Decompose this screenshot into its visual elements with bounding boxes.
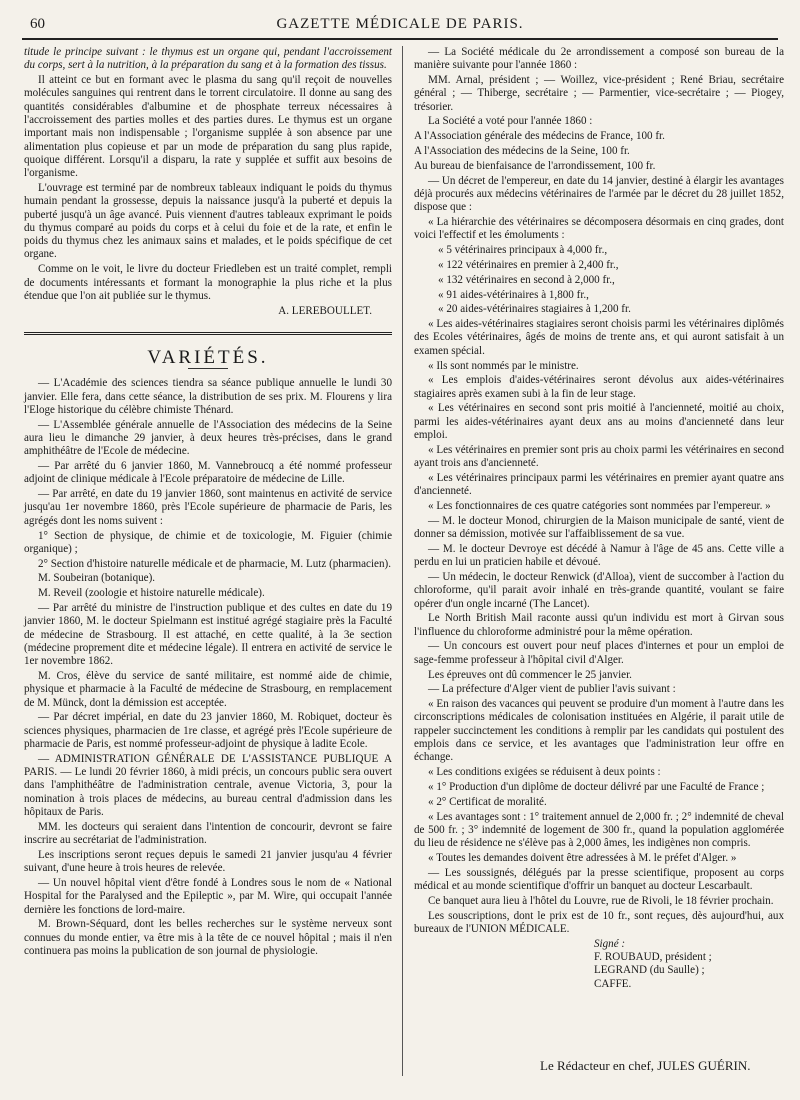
news-item: « En raison des vacances qui peuvent se produire d'un moment à l'autre dans les circonscriptions médicales de colonisation instituées en Algérie, il parait utile de rappeler succinctement les conditions à remplir par les candidats qui postulent des emplois dans ce service, et les avantages que l'administration leur offre en échange. xyxy=(414,698,784,764)
editor-footer: Le Rédacteur en chef, JULES GUÉRIN. xyxy=(540,1058,751,1073)
list-item: « 91 aides-vétérinaires à 1,800 fr., xyxy=(438,288,589,301)
news-item: La Société a voté pour l'année 1860 : xyxy=(428,115,593,128)
news-item: « La hiérarchie des vétérinaires se décomposera désormais en cinq grades, dont voici l'effectif et les émoluments : xyxy=(414,216,784,242)
journal-title: GAZETTE MÉDICALE DE PARIS. xyxy=(276,16,524,32)
paragraph: Il atteint ce but en formant avec le plasma du sang qu'il reçoit de nouvelles molécules sanguines qui rentrent dans le torrent circulatoire. Il donne au sang des quantités considérables d'albumine et de phosphate terreux nécessaires à l'accroissement des parties molles et des parties dures. Le thymus est un organe important mais non indispensable ; l'organisme supplée à son absence par une alimentation plus copieuse et par un mode de préparation du sang plus rapide, quoique différent. Lorsqu'il a disparu, la rate y supplée et suffit aux besoins de l'organisme. xyxy=(24,74,392,180)
signed-label: Signé : xyxy=(594,937,626,950)
news-item: M. Soubeiran (botanique). xyxy=(38,572,156,585)
news-item: — M. le docteur Monod, chirurgien de la Maison municipale de santé, vient de donner sa démission, motivée sur l'affaiblissement de sa vue. xyxy=(414,514,784,541)
paragraph: titude le principe suivant : le thymus est un organe qui, pendant l'accroissement du corps, sert à la nutrition, à la préparation du sang et à la formation des tissus. xyxy=(24,46,392,72)
news-item: Les épreuves ont dû commencer le 25 janvier. xyxy=(428,668,632,681)
news-item: — Un nouvel hôpital vient d'être fondé à Londres sous le nom de « National Hospital for the Paralysed and the Epileptic », par M. Wire, qui occupait l'année dernière les fonctions de lord-maire. xyxy=(24,876,392,916)
salary-list xyxy=(414,244,784,316)
list-item: « 20 aides-vétérinaires stagiaires à 1,200 fr. xyxy=(438,303,631,316)
news-item: Ce banquet aura lieu à l'hôtel du Louvre, rue de Rivoli, le 18 février prochain. xyxy=(428,894,774,907)
column-divider xyxy=(402,46,403,1076)
news-item: « Les fonctionnaires de ces quatre catégories sont nommées par l'empereur. » xyxy=(428,500,771,512)
news-item: M. Reveil (zoologie et histoire naturelle médicale). xyxy=(38,587,265,600)
signer: LEGRAND (du Saulle) ; xyxy=(594,964,705,977)
news-item: « Les aides-vétérinaires stagiaires seront choisis parmi les vétérinaires diplômés des Ecoles vétérinaires, âgés de moins de trente ans, et qui auront satisfait à un examen spécial. xyxy=(414,318,784,357)
news-item: « Toutes les demandes doivent être adressées à M. le préfet d'Alger. » xyxy=(428,851,737,864)
signer: CAFFE. xyxy=(594,977,632,990)
news-item: M. Cros, élève du service de santé militaire, est nommé aide de chimie, physique et pharmacie à la Faculté de médecine de Strasbourg, en remplacement de M. Münck, dont la démission est acceptée. xyxy=(24,669,392,709)
news-item: 2° Section d'histoire naturelle médicale et de pharmacie, M. Lutz (pharmacien). xyxy=(38,557,391,570)
news-item: — L'Académie des sciences tiendra sa séance publique annuelle le lundi 30 janvier. Elle fera, dans cette séance, la distribution de ses prix. M. Flourens y lira l'Eloge historique du célèbre chimiste Thénard. xyxy=(24,377,392,416)
news-item: — Par arrêté du ministre de l'instruction publique et des cultes en date du 19 janvier 1860, M. le docteur Spielmann est institué agrégé stagiaire près la Faculté de médecine de Strasbourg. Il est attaché, en cette qualité, à la 3e section (médecine proprement dite et médecine légale). Il entrera en activité de service le 1er novembre 1862. xyxy=(24,601,392,668)
news-item: — Un décret de l'empereur, en date du 14 janvier, destiné à élargir les avantages déjà procurés aux médecins vétérinaires de l'armée par le décret du 28 juillet 1852, dispose que : xyxy=(414,174,784,214)
list-item: « 122 vétérinaires en premier à 2,400 fr., xyxy=(438,258,619,271)
paragraph: Comme on le voit, le livre du docteur Friedleben est un traité complet, rempli de documents intéressants et formant la monographie la plus riche et la plus étendue que l'on ait publiée sur le thymus. xyxy=(24,263,392,302)
news-item: — Un médecin, le docteur Renwick (d'Alloa), vient de succomber à l'action du chloroforme, qu'il parait avoir inhalé en très-grande quantité, voulant se faire opérer d'un ongle incarné (The Lancet). xyxy=(414,570,784,610)
news-item: A l'Association des médecins de la Seine, 100 fr. xyxy=(414,145,630,158)
section-rule xyxy=(24,332,392,335)
news-item: « Les conditions exigées se réduisent à deux points : xyxy=(428,766,661,779)
news-item: « 1° Production d'un diplôme de docteur délivré par une Faculté de France ; xyxy=(428,780,765,793)
paragraph: L'ouvrage est terminé par de nombreux tableaux indiquant le poids du thymus humain pendant la grossesse, depuis la naissance jusqu'à la puberté et depuis la puberté jusqu'à un âge avancé. Puis viennent d'autres tableaux exprimant le poids du thymus comparé au poids du corps et à celui du foie et de la rate, et enfin le poids du thymus chez les animaux sains et malades, et le poids spécifique de cet organe. xyxy=(24,181,392,261)
news-item: « Ils sont nommés par le ministre. xyxy=(428,359,579,372)
news-item: — Un concours est ouvert pour neuf places d'internes et pour un emploi de sage-femme professeur à l'hôpital civil d'Alger. xyxy=(414,640,784,666)
news-item: Les inscriptions seront reçues depuis le samedi 21 janvier jusqu'au 4 février suivant, d'une heure à trois heures de relevée. xyxy=(24,848,392,875)
section-title: VARIÉTÉS. xyxy=(24,351,392,369)
news-item: Le North British Mail raconte aussi qu'un individu est mort à Girvan sous l'influence du chloroforme administré pour la même opération. xyxy=(414,612,784,638)
news-item: « 2° Certificat de moralité. xyxy=(428,795,547,808)
page-number: 60 xyxy=(30,16,45,32)
page-header xyxy=(22,12,778,40)
list-item: « 132 vétérinaires en second à 2,000 fr., xyxy=(438,273,615,286)
news-item: « Les vétérinaires principaux parmi les vétérinaires en premier ayant quatre ans d'ancienneté. xyxy=(414,471,784,498)
news-item: — L'Assemblée générale annuelle de l'Association des médecins de la Seine aura lieu le dimanche 29 janvier, à deux heures très-précises, dans le grand amphithéâtre de l'Ecole de médecine. xyxy=(24,418,392,458)
news-item: — La préfecture d'Alger vient de publier l'avis suivant : xyxy=(428,683,676,696)
news-item: — ADMINISTRATION GÉNÉRALE DE L'ASSISTANCE PUBLIQUE A PARIS. — Le lundi 20 février 1860, à midi précis, un concours public sera ouvert dans l'amphithéâtre de l'administration centrale, avenue Victoria, 3, pour la nomination à trois places de médecins, au bureau central d'admission dans les hôpitaux de Paris. xyxy=(24,752,392,818)
news-item: « Les avantages sont : 1° traitement annuel de 2,000 fr. ; 2° indemnité de cheval de 500 fr. ; 3° indemnité de logement de 300 fr., quand la population agglomérée du lieu de résidence ne s'élève pas à 2,000 âmes, les indigènes non compris. xyxy=(414,810,784,850)
news-item: A l'Association générale des médecins de France, 100 fr. xyxy=(414,130,665,143)
news-item: — La Société médicale du 2e arrondissement a composé son bureau de la manière suivante pour l'année 1860 : xyxy=(414,46,784,72)
news-item: Les souscriptions, dont le prix est de 10 fr., sont reçues, dès aujourd'hui, aux bureaux de l'UNION MÉDICALE. xyxy=(414,909,784,935)
signatures xyxy=(414,938,784,991)
news-item: MM. Arnal, président ; — Woillez, vice-président ; René Briau, secrétaire général ; — Thiberge, secrétaire ; — Parmentier, vice-secrétaire ; — Piogey, trésorier. xyxy=(414,74,784,113)
author-signature: A. LEREBOULLET. xyxy=(278,304,372,317)
news-item: — Par arrêté du 6 janvier 1860, M. Vannebroucq a été nommé professeur adjoint de clinique médicale à l'Ecole préparatoire de médecine de Lille. xyxy=(24,460,392,486)
right-column xyxy=(414,46,784,992)
news-item: « Les vétérinaires en second sont pris moitié à l'ancienneté, moitié au choix, parmi les aides-vétérinaires ayant deux ans au moins d'ancienneté dans leur emploi. xyxy=(414,402,784,442)
news-item: — Par décret impérial, en date du 23 janvier 1860, M. Robiquet, docteur ès sciences physiques, pharmacien de 1re classe, et agrégé près l'Ecole supérieure de pharmacie de Paris, est nommé professeur-adjoint de physique à ladite Ecole. xyxy=(24,711,392,750)
list-item: « 5 vétérinaires principaux à 4,000 fr., xyxy=(438,244,608,257)
news-item: Au bureau de bienfaisance de l'arrondissement, 100 fr. xyxy=(414,159,656,172)
news-item: « Les vétérinaires en premier sont pris au choix parmi les vétérinaires en second ayant trois ans d'ancienneté. xyxy=(414,443,784,470)
news-item: MM. les docteurs qui seraient dans l'intention de concourir, devront se faire inscrire au secrétariat de l'administration. xyxy=(24,820,392,847)
news-item: 1° Section de physique, de chimie et de toxicologie, M. Figuier (chimie organique) ; xyxy=(24,529,392,555)
news-item: — M. le docteur Devroye est décédé à Namur à l'âge de 45 ans. Cette ville a perdu en lui un praticien habile et dévoué. xyxy=(414,542,784,569)
left-column xyxy=(24,46,392,960)
news-item: — Les soussignés, délégués par la presse scientifique, proposent au corps médical et au monde scientifique d'offrir un banquet au docteur Lescarbault. xyxy=(414,866,784,893)
news-item: M. Brown-Séquard, dont les belles recherches sur le système nerveux sont connues du monde entier, va être mis à la tête de ce nouvel hôpital ; mais il n'en continuera pas moins la publication de son journal de physiologie. xyxy=(24,918,392,957)
signer: F. ROUBAUD, président ; xyxy=(594,951,712,963)
news-item: « Les emplois d'aides-vétérinaires seront dévolus aux aides-vétérinaires stagiaires après examen subi à la fin de leur stage. xyxy=(414,374,784,400)
news-item: — Par arrêté, en date du 19 janvier 1860, sont maintenus en activité de service jusqu'au 1er novembre 1860, près l'Ecole supérieure de pharmacie de Paris, les agrégés dont les noms suivent : xyxy=(24,488,392,527)
